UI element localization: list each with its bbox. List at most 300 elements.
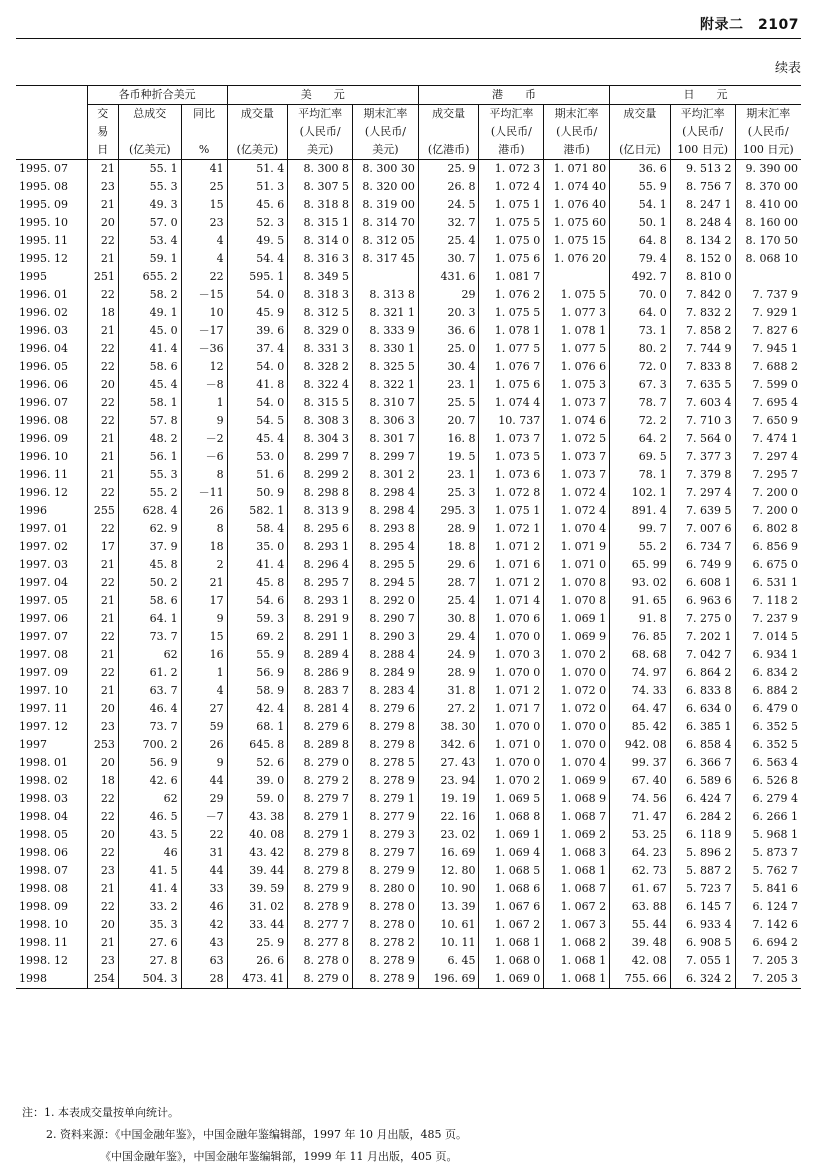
value-cell: 1. 075 0: [479, 232, 544, 250]
period-cell: 1996. 04: [19, 342, 68, 355]
value-cell: 1. 070 6: [479, 610, 544, 628]
value-cell: 1. 072 4: [544, 484, 610, 502]
table-row: [16, 376, 801, 394]
value-cell: 55. 9: [610, 178, 671, 196]
value-cell: 93. 02: [610, 574, 671, 592]
value-cell: 504. 3: [118, 970, 181, 989]
value-cell: 8. 318 8: [288, 196, 353, 214]
period-cell: 1997. 10: [19, 684, 68, 697]
period-cell: 1996. 02: [19, 306, 68, 319]
value-cell: 78. 1: [610, 466, 671, 484]
value-cell: 8. 279 7: [288, 790, 353, 808]
value-cell: 1. 068 1: [479, 934, 544, 952]
group-hkd: 港 币: [418, 86, 609, 105]
value-cell: －17: [181, 322, 227, 340]
table-row: [16, 556, 801, 574]
value-cell: 7. 200 0: [735, 484, 801, 502]
value-cell: 8. 329 0: [288, 322, 353, 340]
jpy-volume-header: 成交量: [610, 105, 671, 124]
period-cell: 1996: [19, 504, 47, 517]
value-cell: 7. 832 2: [670, 304, 735, 322]
value-cell: 8. 756 7: [670, 178, 735, 196]
value-cell: 45. 4: [118, 376, 181, 394]
value-cell: 8. 315 1: [288, 214, 353, 232]
value-cell: 8. 295 7: [288, 574, 353, 592]
value-cell: 8. 290 7: [353, 610, 419, 628]
value-cell: 7. 205 3: [735, 952, 801, 970]
value-cell: 22: [87, 484, 118, 502]
value-cell: 1. 072 0: [544, 700, 610, 718]
value-cell: 1. 073 7: [544, 466, 610, 484]
table-row: [16, 790, 801, 808]
value-cell: 44: [181, 772, 227, 790]
table-row: [16, 232, 801, 250]
period-cell: 1996. 10: [19, 450, 68, 463]
value-cell: 9: [181, 754, 227, 772]
value-cell: 21: [87, 196, 118, 214]
value-cell: 1. 068 7: [544, 808, 610, 826]
value-cell: 891. 4: [610, 502, 671, 520]
value-cell: 65. 99: [610, 556, 671, 574]
value-cell: 64. 8: [610, 232, 671, 250]
value-cell: －8: [181, 376, 227, 394]
value-cell: 18: [87, 304, 118, 322]
value-cell: 8. 278 2: [353, 934, 419, 952]
value-cell: 1. 073 6: [479, 466, 544, 484]
value-cell: 28. 9: [418, 520, 479, 538]
value-cell: 55. 2: [610, 538, 671, 556]
value-cell: [544, 268, 610, 286]
value-cell: 8. 279 1: [353, 790, 419, 808]
period-cell: 1998. 07: [19, 864, 68, 877]
value-cell: 1. 071 0: [479, 736, 544, 754]
value-cell: 8. 292 0: [353, 592, 419, 610]
value-cell: 628. 4: [118, 502, 181, 520]
value-cell: 63. 7: [118, 682, 181, 700]
value-cell: 8. 325 5: [353, 358, 419, 376]
value-cell: 1. 074 40: [544, 178, 610, 196]
value-cell: 8. 277 7: [288, 916, 353, 934]
value-cell: 36. 6: [610, 160, 671, 179]
value-cell: 8. 295 4: [353, 538, 419, 556]
group-header-row: [16, 86, 801, 105]
value-cell: 8. 279 9: [288, 880, 353, 898]
table-row: [16, 574, 801, 592]
subheader-row-2: 易 (人民币/ (人民币/ (人民币/ (人民币/ (人民币/ (人民币/: [16, 123, 801, 141]
table-row: [16, 628, 801, 646]
value-cell: 64. 1: [118, 610, 181, 628]
value-cell: 27. 2: [418, 700, 479, 718]
value-cell: 21: [87, 610, 118, 628]
value-cell: 1. 075 60: [544, 214, 610, 232]
value-cell: 42. 08: [610, 952, 671, 970]
value-cell: 20: [87, 376, 118, 394]
period-cell: 1997. 06: [19, 612, 68, 625]
value-cell: 1. 070 8: [544, 574, 610, 592]
value-cell: 1. 067 6: [479, 898, 544, 916]
value-cell: 1. 075 3: [544, 376, 610, 394]
value-cell: 6. 479 0: [735, 700, 801, 718]
period-cell: 1997. 01: [19, 522, 68, 535]
value-cell: 1. 072 1: [479, 520, 544, 538]
value-cell: 45. 0: [118, 322, 181, 340]
period-cell: 1996. 03: [19, 324, 68, 337]
value-cell: 51. 3: [227, 178, 288, 196]
value-cell: 61. 2: [118, 664, 181, 682]
period-cell: 1998. 10: [19, 918, 68, 931]
value-cell: 6. 352 5: [735, 718, 801, 736]
value-cell: 8. 278 9: [288, 898, 353, 916]
period-cell: 1998: [16, 970, 87, 989]
value-cell: 1. 067 2: [479, 916, 544, 934]
value-cell: 8. 331 3: [288, 340, 353, 358]
value-cell: 30. 7: [418, 250, 479, 268]
value-cell: 80. 2: [610, 340, 671, 358]
period-cell: 1997. 09: [19, 666, 68, 679]
period-cell: 1996. 12: [19, 486, 68, 499]
value-cell: 1. 076 6: [544, 358, 610, 376]
value-cell: 7. 603 4: [670, 394, 735, 412]
table-row: [16, 682, 801, 700]
value-cell: 196. 69: [418, 970, 479, 989]
value-cell: 26: [181, 502, 227, 520]
value-cell: 70. 0: [610, 286, 671, 304]
period-cell: 1997. 04: [19, 576, 68, 589]
period-cell: 1996. 01: [19, 288, 68, 301]
value-cell: 13. 39: [418, 898, 479, 916]
value-cell: 8. 279 6: [353, 700, 419, 718]
value-cell: 21: [87, 322, 118, 340]
value-cell: 7. 564 0: [670, 430, 735, 448]
value-cell: 25. 4: [418, 232, 479, 250]
value-cell: 16: [181, 646, 227, 664]
table-row: [16, 448, 801, 466]
value-cell: 35. 0: [227, 538, 288, 556]
value-cell: 1. 071 2: [479, 538, 544, 556]
value-cell: 21: [87, 466, 118, 484]
value-cell: 1. 077 3: [544, 304, 610, 322]
value-cell: 21: [87, 592, 118, 610]
value-cell: 8. 248 4: [670, 214, 735, 232]
value-cell: 1. 071 80: [544, 160, 610, 179]
value-cell: 8. 278 0: [288, 952, 353, 970]
value-cell: 8. 370 00: [735, 178, 801, 196]
value-cell: 8. 284 9: [353, 664, 419, 682]
value-cell: 62: [118, 646, 181, 664]
value-cell: 8. 298 4: [353, 502, 419, 520]
value-cell: 7. 202 1: [670, 628, 735, 646]
value-cell: 8. 278 9: [353, 772, 419, 790]
value-cell: 64. 23: [610, 844, 671, 862]
yoy-header: 同比: [181, 105, 227, 124]
value-cell: 1. 081 7: [479, 268, 544, 286]
value-cell: 35. 3: [118, 916, 181, 934]
value-cell: 38. 30: [418, 718, 479, 736]
value-cell: 22: [87, 358, 118, 376]
value-cell: 9: [181, 412, 227, 430]
value-cell: 8. 312 5: [288, 304, 353, 322]
value-cell: 23: [87, 952, 118, 970]
note-2: 2. 资料来源：《中国金融年鉴》，中国金融年鉴编辑部，1997 年 10 月出版，485 页。: [46, 1128, 467, 1141]
value-cell: 6. 45: [418, 952, 479, 970]
value-cell: 1. 071 2: [479, 682, 544, 700]
period-cell: 1998. 03: [19, 792, 68, 805]
value-cell: 8. 322 4: [288, 376, 353, 394]
usd-avg-header: 平均汇率: [288, 105, 353, 124]
value-cell: 8. 295 5: [353, 556, 419, 574]
period-cell: 1997. 03: [19, 558, 68, 571]
value-cell: 54. 1: [610, 196, 671, 214]
usd-end-header: 期末汇率: [353, 105, 419, 124]
period-cell: 1995. 07: [19, 162, 68, 175]
value-cell: 251: [87, 268, 118, 286]
value-cell: 6. 145 7: [670, 898, 735, 916]
value-cell: 7. 014 5: [735, 628, 801, 646]
value-cell: 473. 41: [227, 970, 288, 989]
value-cell: 7. 710 3: [670, 412, 735, 430]
value-cell: 27. 8: [118, 952, 181, 970]
exchange-table: [16, 85, 801, 989]
value-cell: 6. 802 8: [735, 520, 801, 538]
value-cell: 6. 531 1: [735, 574, 801, 592]
value-cell: 22: [87, 340, 118, 358]
hkd-end-header: 期末汇率: [544, 105, 610, 124]
page-number: 附录二 2107: [700, 17, 799, 33]
value-cell: 8. 291 1: [288, 628, 353, 646]
value-cell: 5. 968 1: [735, 826, 801, 844]
period-cell: 1998. 05: [19, 828, 68, 841]
value-cell: 29. 6: [418, 556, 479, 574]
value-cell: 50. 1: [610, 214, 671, 232]
value-cell: 54. 0: [227, 358, 288, 376]
value-cell: 17: [87, 538, 118, 556]
value-cell: 7. 142 6: [735, 916, 801, 934]
value-cell: 91. 65: [610, 592, 671, 610]
value-cell: 41: [181, 160, 227, 179]
value-cell: 40. 08: [227, 826, 288, 844]
value-cell: 59. 1: [118, 250, 181, 268]
value-cell: 8. 279 1: [288, 808, 353, 826]
value-cell: 78. 7: [610, 394, 671, 412]
value-cell: 62. 73: [610, 862, 671, 880]
value-cell: 8. 286 9: [288, 664, 353, 682]
value-cell: 62. 9: [118, 520, 181, 538]
period-cell: 1997. 05: [19, 594, 68, 607]
table-row: [16, 358, 801, 376]
value-cell: 1. 068 8: [479, 808, 544, 826]
value-cell: 6. 694 2: [735, 934, 801, 952]
value-cell: 23. 02: [418, 826, 479, 844]
table-row: [16, 412, 801, 430]
value-cell: 54. 5: [227, 412, 288, 430]
table-row: [16, 844, 801, 862]
value-cell: 1. 068 6: [479, 880, 544, 898]
value-cell: 10. 11: [418, 934, 479, 952]
period-cell: 1996. 06: [19, 378, 68, 391]
value-cell: 1. 067 3: [544, 916, 610, 934]
value-cell: 8. 319 00: [353, 196, 419, 214]
value-cell: 79. 4: [610, 250, 671, 268]
value-cell: 25. 9: [418, 160, 479, 179]
value-cell: 8. 298 8: [288, 484, 353, 502]
value-cell: 1. 072 0: [544, 682, 610, 700]
value-cell: 6. 424 7: [670, 790, 735, 808]
value-cell: 8. 279 9: [353, 862, 419, 880]
jpy-avg-header: 平均汇率: [670, 105, 735, 124]
value-cell: 69. 2: [227, 628, 288, 646]
value-cell: 63. 88: [610, 898, 671, 916]
value-cell: 58. 6: [118, 358, 181, 376]
value-cell: 18. 8: [418, 538, 479, 556]
value-cell: 8. 279 0: [288, 970, 353, 989]
value-cell: 1. 069 1: [479, 826, 544, 844]
hkd-volume-header: 成交量: [418, 105, 479, 124]
value-cell: 1. 069 0: [479, 970, 544, 989]
period-cell: 1997. 02: [19, 540, 68, 553]
value-cell: 26. 6: [227, 952, 288, 970]
table-row: [16, 880, 801, 898]
value-cell: 41. 4: [118, 340, 181, 358]
value-cell: 74. 56: [610, 790, 671, 808]
period-cell: 1996. 08: [19, 414, 68, 427]
period-cell: 1998. 08: [19, 882, 68, 895]
value-cell: 1. 067 2: [544, 898, 610, 916]
value-cell: 700. 2: [118, 736, 181, 754]
table-row: [16, 592, 801, 610]
value-cell: 39. 59: [227, 880, 288, 898]
value-cell: 8. 313 9: [288, 502, 353, 520]
table-row: [16, 196, 801, 214]
value-cell: 22: [87, 664, 118, 682]
value-cell: 8. 301 2: [353, 466, 419, 484]
table-row: [16, 538, 801, 556]
value-cell: 45. 8: [118, 556, 181, 574]
value-cell: 4: [181, 232, 227, 250]
period-cell: 1997. 12: [19, 720, 68, 733]
period-cell: 1995. 11: [19, 234, 68, 247]
value-cell: 1. 068 3: [544, 844, 610, 862]
value-cell: 25. 5: [418, 394, 479, 412]
value-cell: 52. 6: [227, 754, 288, 772]
table-row: [16, 610, 801, 628]
value-cell: 8. 279 8: [353, 718, 419, 736]
value-cell: 8. 349 5: [288, 268, 353, 286]
value-cell: 64. 47: [610, 700, 671, 718]
table-row: [16, 160, 801, 179]
value-cell: 8. 321 1: [353, 304, 419, 322]
value-cell: 7. 695 4: [735, 394, 801, 412]
value-cell: 6. 266 1: [735, 808, 801, 826]
value-cell: 7. 599 0: [735, 376, 801, 394]
value-cell: 8. 288 4: [353, 646, 419, 664]
value-cell: －36: [181, 340, 227, 358]
table-row: [16, 862, 801, 880]
value-cell: 41. 5: [118, 862, 181, 880]
value-cell: 36. 6: [418, 322, 479, 340]
value-cell: 7. 945 1: [735, 340, 801, 358]
value-cell: 8. 313 8: [353, 286, 419, 304]
value-cell: 8. 279 2: [288, 772, 353, 790]
value-cell: 431. 6: [418, 268, 479, 286]
period-cell: 1998. 09: [19, 900, 68, 913]
value-cell: －6: [181, 448, 227, 466]
value-cell: 8. 278 9: [353, 952, 419, 970]
value-cell: 8. 279 6: [288, 718, 353, 736]
value-cell: 5. 841 6: [735, 880, 801, 898]
value-cell: 41. 4: [227, 556, 288, 574]
value-cell: 1. 073 7: [544, 394, 610, 412]
value-cell: 1. 068 5: [479, 862, 544, 880]
value-cell: 71. 47: [610, 808, 671, 826]
value-cell: 1. 069 1: [544, 610, 610, 628]
value-cell: 8. 315 5: [288, 394, 353, 412]
value-cell: 73. 1: [610, 322, 671, 340]
value-cell: 23: [87, 718, 118, 736]
value-cell: 22: [87, 232, 118, 250]
value-cell: 1. 074 4: [479, 394, 544, 412]
value-cell: 39. 6: [227, 322, 288, 340]
value-cell: 64. 0: [610, 304, 671, 322]
value-cell: 7. 055 1: [670, 952, 735, 970]
value-cell: 9. 513 2: [670, 160, 735, 179]
value-cell: 6. 634 0: [670, 700, 735, 718]
value-cell: 91. 8: [610, 610, 671, 628]
table-row: [16, 718, 801, 736]
value-cell: 24. 5: [418, 196, 479, 214]
value-cell: 1. 070 2: [479, 772, 544, 790]
value-cell: 8. 293 8: [353, 520, 419, 538]
subheader-row-3: 日 (亿美元) % (亿美元) 美元) 美元) (亿港币) 港币) 港币) (亿日元) 100 日元) 100 日元): [16, 141, 801, 160]
value-cell: 8. 296 4: [288, 556, 353, 574]
value-cell: 6. 124 7: [735, 898, 801, 916]
value-cell: －2: [181, 430, 227, 448]
value-cell: 1. 069 2: [544, 826, 610, 844]
value-cell: 44: [181, 862, 227, 880]
usd-volume-header: 成交量: [227, 105, 288, 124]
value-cell: 39. 0: [227, 772, 288, 790]
value-cell: 52. 3: [227, 214, 288, 232]
value-cell: 23. 94: [418, 772, 479, 790]
table-row: [16, 394, 801, 412]
value-cell: 8. 281 4: [288, 700, 353, 718]
value-cell: 33. 2: [118, 898, 181, 916]
table-row: [16, 700, 801, 718]
value-cell: 23: [181, 214, 227, 232]
value-cell: 7. 379 8: [670, 466, 735, 484]
period-cell: 1996. 11: [19, 468, 68, 481]
value-cell: 16. 8: [418, 430, 479, 448]
period-cell: 1998. 01: [19, 756, 68, 769]
value-cell: 53. 25: [610, 826, 671, 844]
note-1: 注：1. 本表成交量按单向统计。: [22, 1106, 179, 1119]
value-cell: 22. 16: [418, 808, 479, 826]
value-cell: 7. 639 5: [670, 502, 735, 520]
value-cell: 31. 8: [418, 682, 479, 700]
table-row: [16, 808, 801, 826]
value-cell: 6. 563 4: [735, 754, 801, 772]
value-cell: 6. 526 8: [735, 772, 801, 790]
value-cell: 8: [181, 520, 227, 538]
value-cell: 8. 278 5: [353, 754, 419, 772]
value-cell: 21: [87, 682, 118, 700]
value-cell: 8. 314 70: [353, 214, 419, 232]
value-cell: 20: [87, 826, 118, 844]
value-cell: 6. 324 2: [670, 970, 735, 989]
value-cell: 8. 290 3: [353, 628, 419, 646]
value-cell: 1. 075 6: [479, 376, 544, 394]
value-cell: 6. 933 4: [670, 916, 735, 934]
value-cell: 8. 299 2: [288, 466, 353, 484]
